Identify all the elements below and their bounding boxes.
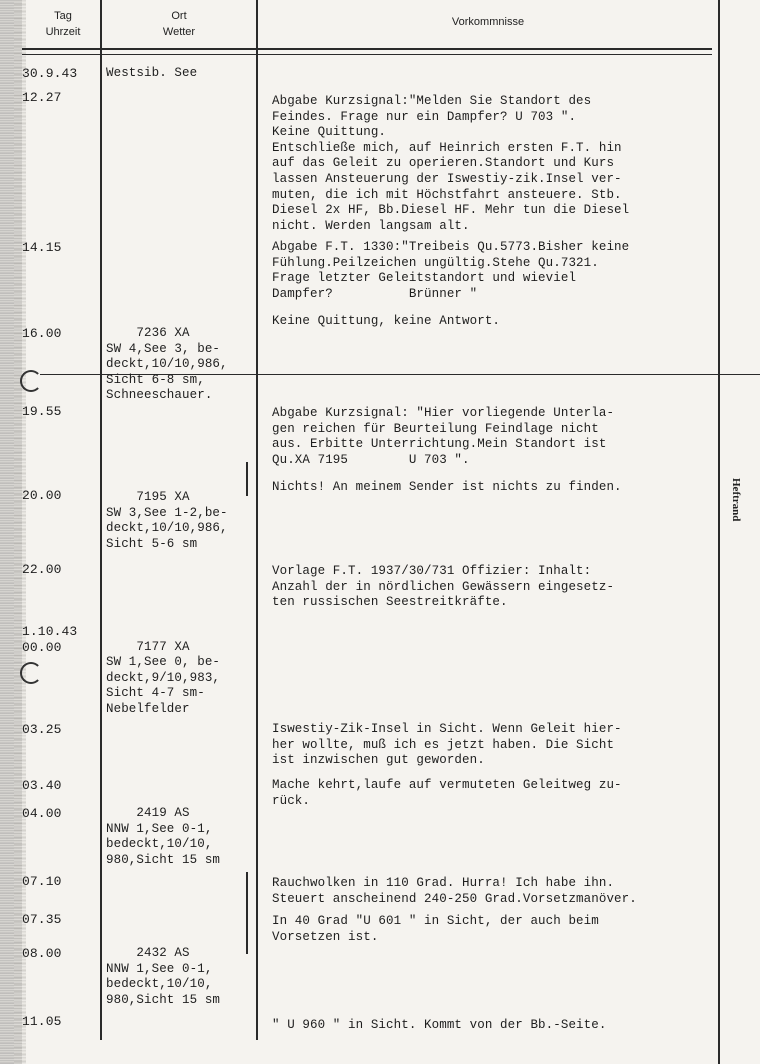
row-12-vorkommnisse: In 40 Grad "U 601 " in Sicht, der auch beim Vorsetzen ist. (272, 914, 599, 944)
header-vorkommnisse-label: Vorkommnisse (451, 16, 525, 28)
row-3-time: 16.00 (22, 326, 62, 341)
row-11-vorkommnisse: Rauchwolken in 110 Grad. Hurra! Ich habe ihn. Steuert anscheinend 240-250 Grad.Vorsetzmanöver. (272, 876, 637, 906)
row-4-time: 19.55 (22, 404, 62, 419)
scan-edge-noise (14, 0, 26, 1064)
row-14-vorkommnisse: " U 960 " in Sicht. Kommt von der Bb.-Seite. (272, 1018, 607, 1032)
header-wetter: Wetter (162, 26, 196, 38)
row-6-time: 22.00 (22, 562, 62, 577)
punch-hole-bottom (20, 662, 42, 684)
row-6-vorkommnisse: Vorlage F.T. 1937/30/731 Offizier: Inhalt: Anzahl der in nördlichen Gewässern eingesetz- ten russischen Seestreitkräfte. (272, 564, 615, 610)
row-8-time: 03.25 (22, 722, 62, 737)
row-10-ort: 2419 AS NNW 1,See 0-1, bedeckt,10/10, 980,Sicht 15 sm (106, 806, 221, 867)
bracket-mark (246, 872, 248, 954)
row-14-time: 11.05 (22, 1014, 62, 1029)
row-5-vorkommnisse: Nichts! An meinem Sender ist nichts zu finden. (272, 480, 622, 494)
punch-hole-top (20, 370, 42, 392)
row-2-time: 14.15 (22, 240, 62, 255)
row-1-time: 12.27 (22, 90, 62, 105)
row-9-vorkommnisse: Mache kehrt,laufe auf vermuteten Geleitweg zu- rück. (272, 778, 622, 808)
column-rule-middle (256, 0, 258, 1040)
header-tag: Tag (54, 10, 72, 22)
margin-label-heftrand: Heftrand (730, 478, 742, 522)
header-tag-uhrzeit (28, 8, 98, 40)
row-0-ort: Westsib. See (106, 66, 198, 80)
row-13-ort: 2432 AS NNW 1,See 0-1, bedeckt,10/10, 980,Sicht 15 sm (106, 946, 221, 1007)
header-uhrzeit: Uhrzeit (45, 26, 81, 38)
header-ort: Ort (171, 10, 187, 22)
header-rule-lower (22, 54, 712, 55)
row-5-ort: 7195 XA SW 3,See 1-2,be- deckt,10/10,986, Sicht 5-6 sm (106, 490, 228, 551)
header-rule (22, 48, 712, 50)
row-10-time: 04.00 (22, 806, 62, 821)
row-9-time: 03.40 (22, 778, 62, 793)
row-0-time: 30.9.43 (22, 66, 78, 81)
row-8-vorkommnisse: Iswestiy-Zik-Insel in Sicht. Wenn Geleit hier- her wollte, muß ich es jetzt haben. Die Sicht ist inzwischen gut geworden. (272, 722, 622, 768)
row-1-vorkommnisse: Abgabe Kurzsignal:"Melden Sie Standort des Feindes. Frage nur ein Dampfer? U 703 ". Keine Quittung. Entschließe mich, auf Heinrich ersten F.T. hin auf das Geleit zu operieren.Standort und Kurs lassen Ansteuerung der Iswestiy-zik.Insel ver- muten, die ich mit Höchstfahrt ansteuere. Stb. Diesel 2x HF, Bb.Diesel HF. Mehr tun die Diesel nicht. Werden langsam alt. (272, 94, 630, 233)
header-ort-wetter (104, 8, 254, 40)
row-3-ort: 7236 XA SW 4,See 3, be- deckt,10/10,986, Sicht 6-8 sm, Schneeschauer. (106, 326, 228, 403)
row-7-ort: 7177 XA SW 1,See 0, be- deckt,9/10,983, Sicht 4-7 sm- Nebelfelder (106, 639, 221, 716)
row-7-time: 1.10.43 00.00 (22, 624, 78, 655)
row-5-time: 20.00 (22, 488, 62, 503)
row-2-vorkommnisse: Abgabe F.T. 1330:"Treibeis Qu.5773.Bisher keine Fühlung.Peilzeichen ungültig.Stehe Qu.7321. Frage letzter Geleitstandort und wieviel Dampfer? Brünner " (272, 240, 630, 301)
row-12-time: 07.35 (22, 912, 62, 927)
row-13-time: 08.00 (22, 946, 62, 961)
header-vorkommnisse (260, 14, 716, 30)
row-3-vorkommnisse: Keine Quittung, keine Antwort. (272, 314, 501, 328)
row-4-vorkommnisse: Abgabe Kurzsignal: "Hier vorliegende Unterla- gen reichen für Beurteilung Feindlage nicht aus. Erbitte Unterrichtung.Mein Standort ist Qu.XA 7195 U 703 ". (272, 406, 615, 467)
column-rule-left (100, 0, 102, 1040)
row-11-time: 07.10 (22, 874, 62, 889)
